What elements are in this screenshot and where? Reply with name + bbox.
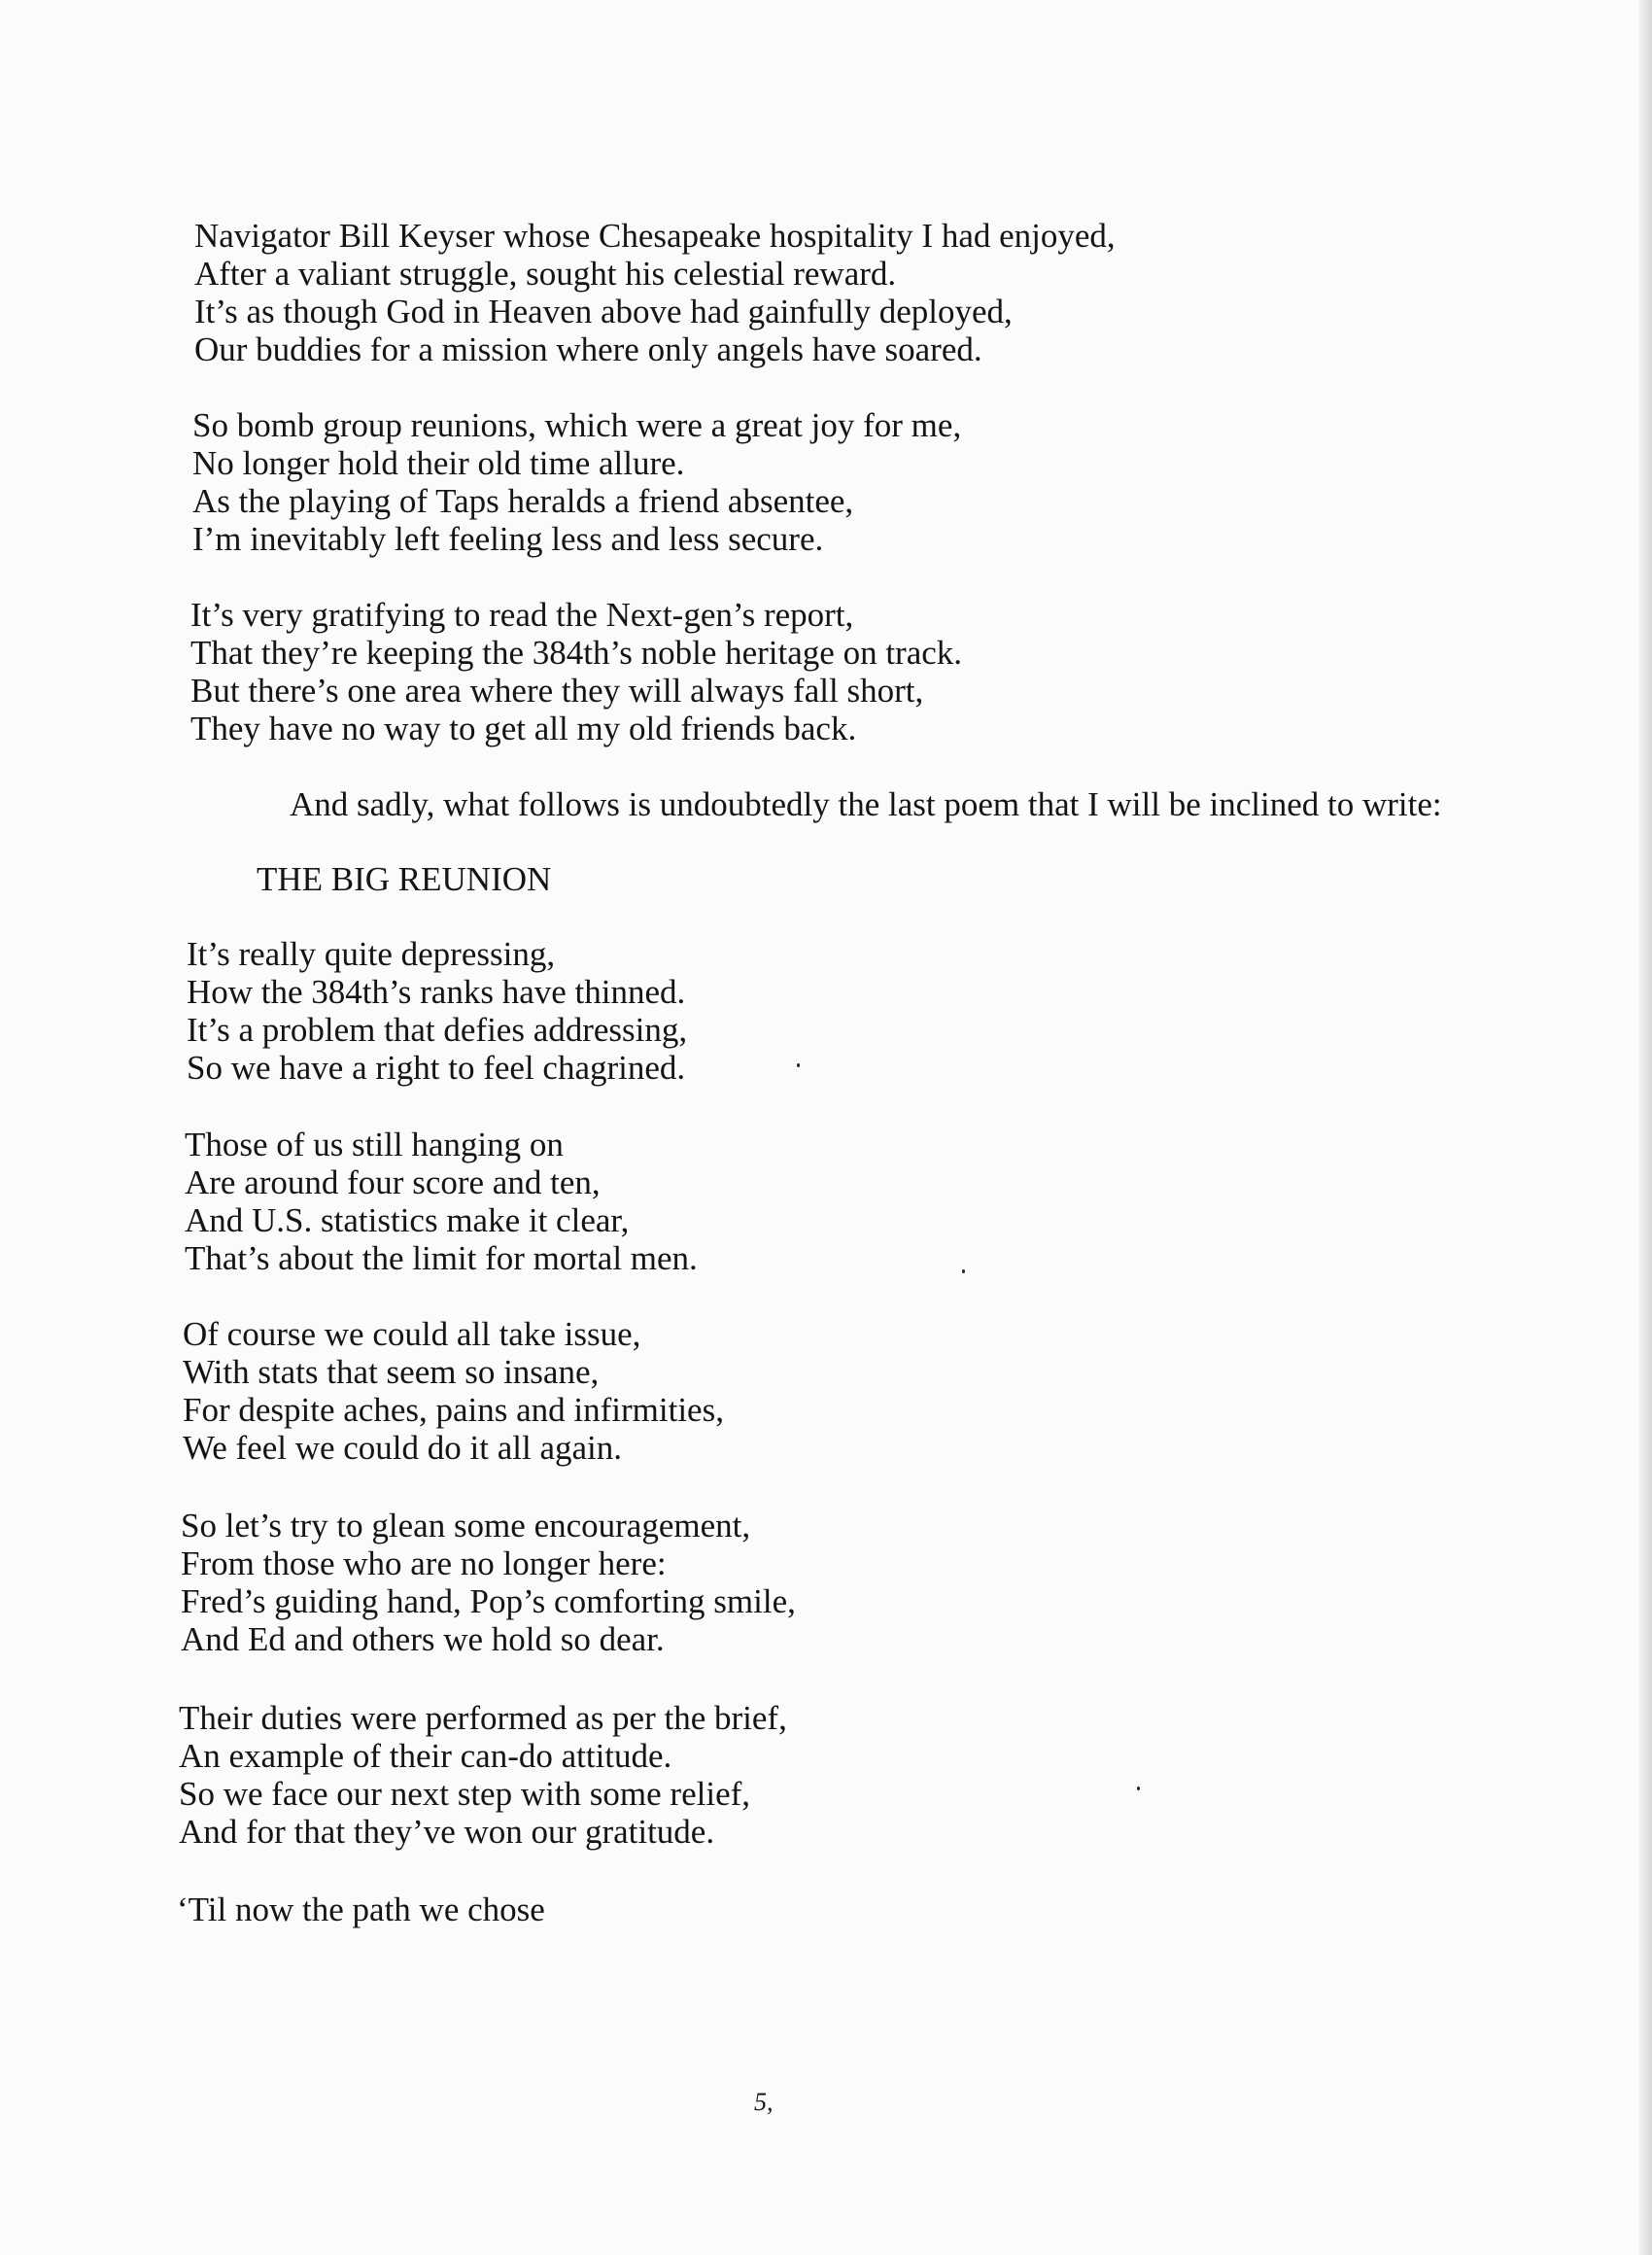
poem-line: And for that they’ve won our gratitude. <box>179 1813 715 1851</box>
poem-line: We feel we could do it all again. <box>183 1429 623 1467</box>
stanza-line: That they’re keeping the 384th’s noble heritage on track. <box>190 634 963 672</box>
poem-line: So we have a right to feel chagrined. <box>187 1049 686 1087</box>
poem-line: That’s about the limit for mortal men. <box>185 1239 698 1277</box>
stanza-line: Our buddies for a mission where only angels have soared. <box>194 330 982 368</box>
poem-stanza-3 <box>183 1315 724 1467</box>
poem-stanza-4 <box>181 1507 796 1658</box>
stanza-line: So bomb group reunions, which were a great joy for me, <box>192 406 962 444</box>
poem-line: It’s really quite depressing, <box>187 935 556 973</box>
page-number: 5, <box>754 2088 774 2116</box>
poem-line: Are around four score and ten, <box>185 1163 601 1201</box>
poem-line: For despite aches, pains and infirmities, <box>183 1391 724 1429</box>
poem-stanza-6 <box>177 1891 545 1928</box>
poem-line: It’s a problem that defies addressing, <box>187 1011 688 1049</box>
poem-line: How the 384th’s ranks have thinned. <box>187 973 686 1011</box>
stanza-line: They have no way to get all my old friends back. <box>190 710 857 747</box>
stanza-line: I’m inevitably left feeling less and less secure. <box>192 520 824 558</box>
poem-line: And Ed and others we hold so dear. <box>181 1620 665 1658</box>
scan-speck <box>962 1269 965 1273</box>
stanza-3 <box>190 596 962 747</box>
stanza-line: It’s very gratifying to read the Next-gen’s report, <box>190 596 854 634</box>
poem-line: Fred’s guiding hand, Pop’s comforting smile, <box>181 1582 796 1620</box>
poem-line: An example of their can-do attitude. <box>179 1737 672 1775</box>
intro-text: And sadly, what follows is undoubtedly the last poem that I will be inclined to write: <box>290 785 1442 823</box>
stanza-1 <box>194 217 1116 368</box>
poem-line: And U.S. statistics make it clear, <box>185 1201 630 1239</box>
poem-stanza-5 <box>179 1699 787 1851</box>
scan-speck <box>797 1063 800 1067</box>
scan-speck <box>1137 1787 1140 1790</box>
poem-stanza-1 <box>187 935 687 1087</box>
poem-line: So we face our next step with some relief, <box>179 1775 751 1813</box>
stanza-line: No longer hold their old time allure. <box>192 444 685 482</box>
poem-line: Of course we could all take issue, <box>183 1315 641 1353</box>
poem-stanza-2 <box>185 1126 698 1277</box>
stanza-line: Navigator Bill Keyser whose Chesapeake hospitality I had enjoyed, <box>194 217 1116 255</box>
stanza-line: But there’s one area where they will always fall short, <box>190 672 924 710</box>
poem-line: ‘Til now the path we chose <box>177 1891 545 1928</box>
poem-line: Their duties were performed as per the brief, <box>179 1699 787 1737</box>
poem-line: From those who are no longer here: <box>181 1544 667 1582</box>
poem-line: So let’s try to glean some encouragement, <box>181 1507 751 1544</box>
poem-title: THE BIG REUNION <box>257 860 552 898</box>
poem-line: Those of us still hanging on <box>185 1126 564 1163</box>
stanza-2 <box>192 406 961 558</box>
stanza-line: It’s as though God in Heaven above had gainfully deployed, <box>194 293 1013 330</box>
stanza-line: As the playing of Taps heralds a friend absentee, <box>192 482 854 520</box>
stanza-line: After a valiant struggle, sought his celestial reward. <box>194 255 897 293</box>
scan-edge-shadow <box>1638 0 1652 2255</box>
poem-line: With stats that seem so insane, <box>183 1353 600 1391</box>
